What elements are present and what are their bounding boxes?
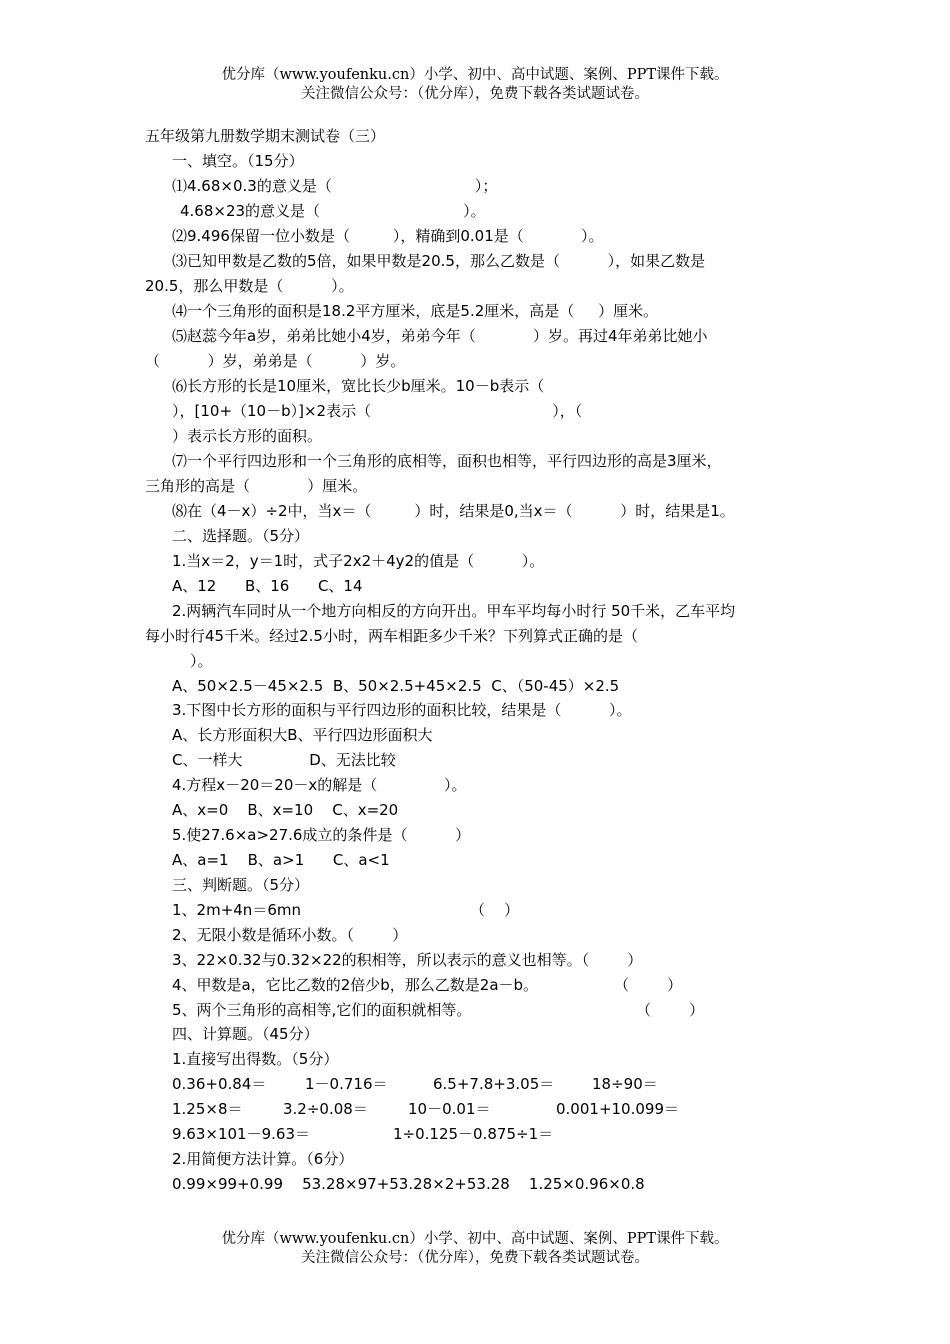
calc-item: 9.63×101－9.63＝ (172, 1125, 310, 1143)
q1-8: ⑻在（4－x）÷2中，当x＝（ ）时，结果是0,当x＝（ ）时，结果是1。 (172, 502, 735, 520)
q1-5-line-1: ⑸赵蕊今年a岁，弟弟比她小4岁，弟弟今年（ ）岁。再过4年弟弟比她小 (172, 327, 708, 345)
calc-item: 3.2÷0.08＝ (283, 1100, 368, 1118)
section-1-heading: 一、填空。（15分） (172, 152, 304, 170)
section-4-heading: 四、计算题。（45分） (172, 1025, 319, 1043)
q3-4: 4、甲数是a，它比乙数的2倍少b，那么乙数是2a－b。 (172, 976, 539, 994)
section-3-heading: 三、判断题。（5分） (172, 876, 310, 894)
q3-5-answer: （ ） (636, 1001, 705, 1019)
q3-1: 1、2m+4n＝6mn (172, 901, 301, 919)
q2-2-line-1: 2.两辆汽车同时从一个地方向相反的方向开出。甲车平均每小时行 50千米，乙车平均 (172, 602, 736, 620)
q1-6-line-2: ），[10+（10－b）]×2表示（ ），（ (172, 402, 583, 420)
q2-4-options: A、x=0 B、x=10 C、x=20 (172, 801, 399, 819)
q1-6-line-3: ）表示长方形的面积。 (172, 427, 323, 445)
q2-2-line-2: 每小时行45千米。经过2.5小时，两车相距多少千米？下列算式正确的是（ (145, 627, 638, 645)
header-line-1: 优分库（www.youfenku.cn）小学、初中、高中试题、案例、PPT课件下载。 (221, 67, 729, 83)
calc-item: 1.25×8＝ (172, 1100, 243, 1118)
calc-item: 0.001+10.099＝ (556, 1100, 679, 1118)
calc-item: 0.36+0.84＝ (172, 1075, 267, 1093)
q1-1-line-1: ⑴4.68×0.3的意义是（ ）； (172, 177, 498, 195)
q2-5: 5.使27.6×a>27.6成立的条件是（ ） (172, 826, 471, 844)
q2-4: 4.方程x－20＝20－x的解是（ ）。 (172, 776, 467, 794)
calc-item: 18÷90＝ (592, 1075, 658, 1093)
footer-line-1: 优分库（www.youfenku.cn）小学、初中、高中试题、案例、PPT课件下载。 (221, 1231, 729, 1247)
q1-2: ⑵9.496保留一位小数是（ ），精确到0.01是（ ）。 (172, 227, 604, 245)
q3-2: 2、无限小数是循环小数。（ ） (172, 926, 408, 944)
q3-5: 5、两个三角形的高相等,它们的面积就相等。 (172, 1001, 472, 1019)
q1-4: ⑷一个三角形的面积是18.2平方厘米，底是5.2厘米，高是（ ）厘米。 (172, 302, 659, 320)
q1-7-line-2: 三角形的高是（ ）厘米。 (145, 477, 368, 495)
q2-5-options: A、a=1 B、a>1 C、a<1 (172, 851, 390, 869)
q4-1-heading: 1.直接写出得数。（5分） (172, 1050, 339, 1068)
q2-2-line-3: ）。 (190, 652, 213, 670)
q2-3-options-2: C、一样大 D、无法比较 (172, 751, 396, 769)
page-header (0, 66, 950, 104)
calc-item: 6.5+7.8+3.05＝ (433, 1075, 555, 1093)
q2-2-options: A、50×2.5－45×2.5 B、50×2.5+45×2.5 C、（50-45）×2.5 (172, 677, 620, 695)
calc-item: 10－0.01＝ (408, 1100, 491, 1118)
page-footer (0, 1230, 950, 1268)
q2-1-options: A、12 B、16 C、14 (172, 577, 363, 595)
q1-3-line-1: ⑶已知甲数是乙数的5倍，如果甲数是20.5，那么乙数是（ ），如果乙数是 (172, 252, 706, 270)
q1-5-line-2: （ ）岁，弟弟是（ ）岁。 (145, 352, 406, 370)
q3-3: 3、22×0.32与0.32×22的积相等，所以表示的意义也相等。（ ） (172, 951, 643, 969)
calc-item: 1－0.716＝ (305, 1075, 388, 1093)
q1-3-line-2: 20.5，那么甲数是（ ）。 (145, 277, 354, 295)
q2-3: 3.下图中长方形的面积与平行四边形的面积比较，结果是（ ）。 (172, 701, 632, 719)
calc-item: 1÷0.125－0.875÷1＝ (393, 1125, 554, 1143)
header-line-2: 关注微信公众号：（优分库），免费下载各类试题试卷。 (301, 86, 649, 102)
section-2-heading: 二、选择题。（5分） (172, 527, 310, 545)
q1-1-line-2: 4.68×23的意义是（ ）。 (180, 202, 486, 220)
exam-title: 五年级第九册数学期末测试卷（三） (145, 127, 386, 145)
q3-4-answer: （ ） (614, 976, 683, 994)
q1-6-line-1: ⑹长方形的长是10厘米，宽比长少b厘米。10－b表示（ (172, 377, 545, 395)
q1-7-line-1: ⑺一个平行四边形和一个三角形的底相等，面积也相等，平行四边形的高是3厘米， (172, 452, 722, 470)
q2-1: 1.当x＝2，y＝1时，式子2x2＋4y2的值是（ ）。 (172, 552, 545, 570)
q2-3-options-1: A、长方形面积大B、平行四边形面积大 (172, 726, 433, 744)
q4-2-heading: 2.用简便方法计算。（6分） (172, 1150, 354, 1168)
q3-1-answer: （ ） (470, 901, 520, 919)
q4-2-expressions: 0.99×99+0.99 53.28×97+53.28×2+53.28 1.25×0.96×0.8 (172, 1175, 645, 1193)
footer-line-2: 关注微信公众号：（优分库），免费下载各类试题试卷。 (301, 1250, 649, 1266)
